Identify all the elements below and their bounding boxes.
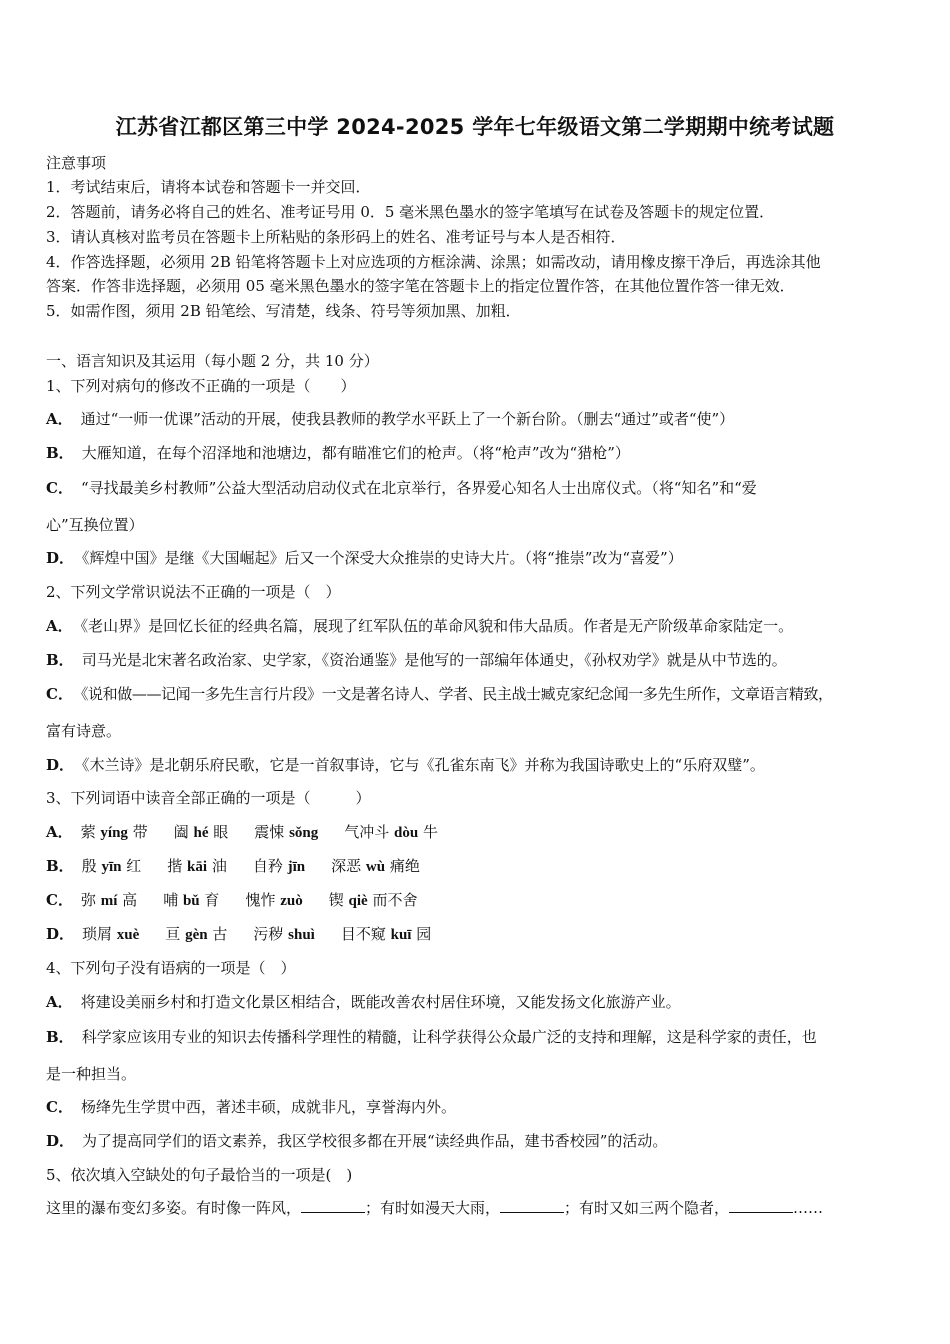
word-text: 深恶	[331, 857, 366, 875]
question-stem: 1、下列对病句的修改不正确的一项是（ ）	[46, 377, 356, 395]
passage-text: ；有时又如三两个隐者，	[564, 1199, 730, 1217]
option-text: 通过“一师一优课”活动的开展，使我县教师的教学水平跃上了一个新台阶。（删去“通过”或者“使”）	[80, 410, 735, 428]
option-d	[46, 754, 916, 776]
pinyin-text: gèn	[185, 927, 208, 943]
pinyin-word	[165, 925, 227, 943]
option-c	[46, 683, 916, 705]
word-text: 阖	[173, 823, 194, 841]
option-label: B．	[46, 444, 74, 462]
option-a	[46, 991, 916, 1013]
passage-line	[46, 1197, 916, 1219]
option-b-continued: 是一种担当。	[46, 1065, 137, 1083]
option-text: 《说和做——记闻一多先生言行片段》一文是著名诗人、学者、民主战士臧克家纪念闻一多先生所作，文章语言精致，	[80, 685, 833, 703]
word-text: 牛	[418, 823, 438, 841]
pinyin-word	[81, 891, 137, 909]
option-b	[46, 1026, 916, 1048]
pinyin-text: jīn	[287, 859, 306, 875]
word-text: 目不窥	[340, 925, 391, 943]
word-text: 高	[117, 891, 138, 909]
pinyin-text: bǔ	[182, 893, 200, 909]
pinyin-word	[253, 925, 314, 943]
notice-item: 4．作答选择题，必须用 2B 铅笔将答题卡上对应选项的方框涂满、涂黑；如需改动，请用橡皮擦干净后，再选涂其他	[46, 253, 821, 271]
pinyin-word	[82, 857, 142, 875]
option-d	[46, 547, 916, 569]
option-label: B．	[46, 857, 74, 875]
word-text: 自矜	[252, 857, 288, 875]
pinyin-word	[344, 823, 438, 841]
notice-item: 答案．作答非选择题，必须用 05 毫米黑色墨水的签字笔在答题卡上的指定位置作答，在其他位置作答一律无效．	[46, 277, 795, 295]
pinyin-text: dòu	[394, 825, 419, 841]
word-text: 揩	[167, 857, 188, 875]
option-c	[46, 477, 916, 499]
word-text: 殷	[81, 857, 102, 875]
option-text: “寻找最美乡村教师”公益大型活动启动仪式在北京举行，各界爱心知名人士出席仪式。（将“知名”和“爱	[80, 479, 757, 497]
word-text: 眼	[208, 823, 229, 841]
option-label: C．	[46, 479, 73, 497]
notice-item: 3．请认真核对监考员在答题卡上所粘贴的条形码上的姓名、准考证号与本人是否相符．	[46, 228, 626, 246]
option-label: C．	[46, 685, 73, 703]
option-text: 科学家应该用专业的知识去传播科学理性的精髓，让科学获得公众最广泛的支持和理解，这是科学家的责任，也	[81, 1028, 817, 1046]
option-b	[46, 855, 916, 878]
fill-blank	[500, 1198, 564, 1213]
pinyin-word	[167, 857, 227, 875]
word-text: 而不舍	[367, 891, 418, 909]
question-stem: 3、下列词语中读音全部正确的一项是（ ）	[46, 789, 371, 807]
word-text: 带	[127, 823, 148, 841]
pinyin-word	[163, 891, 219, 909]
question-stem: 5、依次填入空缺处的句子最恰当的一项是( )	[46, 1166, 353, 1184]
pinyin-word	[329, 891, 418, 909]
page-title: 江苏省江都区第三中学 2024-2025 学年七年级语文第二学期期中统考试题	[115, 115, 835, 139]
word-text: 气冲斗	[344, 823, 395, 841]
option-c-continued: 富有诗意。	[46, 722, 122, 740]
option-c	[46, 1096, 916, 1118]
pinyin-word	[245, 891, 302, 909]
option-text: 杨绛先生学贯中西，著述丰硕，成就非凡，享誉海内外。	[80, 1098, 456, 1116]
question-stem: 4、下列句子没有语病的一项是（ ）	[46, 959, 296, 977]
pinyin-word	[253, 857, 305, 875]
word-text: 哺	[163, 891, 183, 909]
pinyin-text: shuì	[288, 927, 315, 943]
pinyin-text: kuī	[390, 927, 412, 943]
option-label: B．	[46, 651, 74, 669]
passage-text: 这里的瀑布变幻多姿。有时像一阵风，	[46, 1199, 302, 1217]
option-label: A．	[46, 993, 73, 1011]
option-label: C．	[46, 891, 73, 909]
option-b	[46, 649, 916, 671]
word-text: 古	[207, 925, 228, 943]
word-text: 痛绝	[385, 857, 420, 875]
word-text: 亘	[165, 925, 186, 943]
pinyin-word	[341, 925, 431, 943]
option-text: 为了提高同学们的语文素养，我区学校很多都在开展“读经典作品，建书香校园”的活动。	[82, 1132, 668, 1150]
option-label: D．	[46, 925, 75, 943]
pinyin-text: yīn	[101, 859, 122, 875]
option-text: 《老山界》是回忆长征的经典名篇，展现了红军队伍的革命风貌和伟大品质。作者是无产阶级革命家陆定一。	[80, 617, 794, 635]
pinyin-text: mí	[100, 893, 118, 909]
pinyin-word	[331, 857, 420, 875]
option-label: D．	[46, 756, 75, 774]
option-label: C．	[46, 1098, 73, 1116]
option-text: 《辉煌中国》是继《大国崛起》后又一个深受大众推崇的史诗大片。（将“推崇”改为“喜爱”）	[82, 549, 683, 567]
option-label: B．	[46, 1028, 74, 1046]
fill-blank	[729, 1198, 793, 1213]
option-a	[46, 615, 916, 637]
option-text: 大雁知道，在每个沼泽地和池塘边，都有瞄准它们的枪声。（将“枪声”改为“猎枪”）	[81, 444, 630, 462]
section-heading: 一、语言知识及其运用（每小题 2 分，共 10 分）	[46, 352, 379, 370]
pinyin-text: kāi	[187, 859, 208, 875]
notice-item: 1．考试结束后，请将本试卷和答题卡一并交回．	[46, 178, 371, 196]
pinyin-word	[82, 925, 139, 943]
option-text: 将建设美丽乡村和打造文化景区相结合，既能改善农村居住环境，又能发扬文化旅游产业。	[80, 993, 681, 1011]
notice-item: 5．如需作图，须用 2B 铅笔绘、写清楚，线条、符号等须加黑、加粗．	[46, 302, 521, 320]
pinyin-word	[81, 823, 148, 841]
fill-blank	[301, 1198, 365, 1213]
question-stem: 2、下列文学常识说法不正确的一项是（ ）	[46, 583, 341, 601]
word-text: 萦	[80, 823, 101, 841]
passage-text: ；有时如漫天大雨，	[365, 1199, 501, 1217]
option-label: A．	[46, 410, 73, 428]
notice-heading: 注意事项	[46, 154, 107, 172]
word-text: 红	[121, 857, 142, 875]
option-d	[46, 923, 916, 946]
option-a	[46, 408, 916, 430]
option-text: 司马光是北宋著名政治家、史学家，《资治通鉴》是他写的一部编年体通史，《孙权劝学》就是从中节选的。	[81, 651, 787, 669]
pinyin-text: sǒng	[289, 825, 319, 841]
pinyin-word	[254, 823, 318, 841]
option-c-continued: 心”互换位置）	[46, 516, 144, 534]
pinyin-text: yíng	[100, 825, 128, 841]
option-text: 《木兰诗》是北朝乐府民歌，它是一首叙事诗，它与《孔雀东南飞》并称为我国诗歌史上的“乐府双璧”。	[82, 756, 765, 774]
pinyin-word	[174, 823, 229, 841]
pinyin-text: zuò	[280, 893, 303, 909]
option-a	[46, 821, 916, 844]
word-text: 愧怍	[245, 891, 281, 909]
option-c	[46, 889, 916, 912]
word-text: 弥	[80, 891, 101, 909]
option-label: A．	[46, 617, 73, 635]
word-text: 污秽	[253, 925, 289, 943]
word-text: 油	[207, 857, 227, 875]
option-label: D．	[46, 1132, 75, 1150]
passage-text: ……	[793, 1199, 824, 1217]
pinyin-text: xuè	[116, 927, 140, 943]
option-b	[46, 442, 916, 464]
option-d	[46, 1130, 916, 1152]
word-text: 育	[199, 891, 220, 909]
pinyin-text: qiè	[348, 893, 368, 909]
pinyin-text: wù	[365, 859, 386, 875]
word-text: 震悚	[254, 823, 290, 841]
option-label: A．	[46, 823, 73, 841]
pinyin-text: hé	[193, 825, 209, 841]
word-text: 琐屑	[82, 925, 117, 943]
word-text: 锲	[328, 891, 349, 909]
word-text: 园	[411, 925, 432, 943]
option-label: D．	[46, 549, 75, 567]
notice-item: 2．答题前，请务必将自己的姓名、准考证号用 0．5 毫米黑色墨水的签字笔填写在试卷及答题卡的规定位置．	[46, 203, 775, 221]
